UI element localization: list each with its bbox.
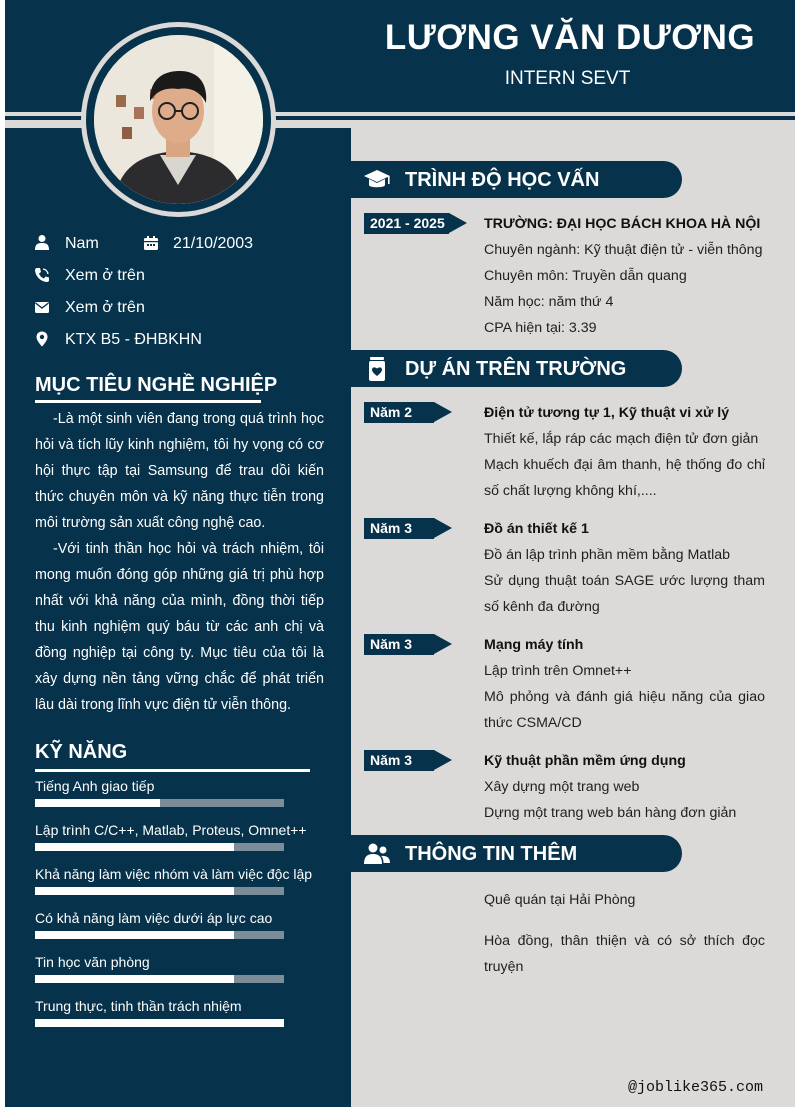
person-name: LƯƠNG VĂN DƯƠNG xyxy=(384,18,756,57)
phone-icon xyxy=(34,267,50,283)
project-line: Mô phỏng và đánh giá hiệu năng của giao thức CSMA/CD xyxy=(484,689,765,731)
email-value: Xem ở trên xyxy=(65,299,145,316)
skill-label: Khả năng làm việc nhóm và làm việc độc lập xyxy=(35,866,313,882)
profile-photo xyxy=(94,35,263,204)
project-year: Năm 3 xyxy=(370,636,413,652)
education-details xyxy=(484,211,765,341)
project-name: Mạng máy tính xyxy=(484,637,584,653)
project-item xyxy=(484,632,765,736)
skill-label: Lập trình C/C++, Matlab, Proteus, Omnet++ xyxy=(35,822,307,838)
address-value: KTX B5 - ĐHBKHN xyxy=(65,331,202,348)
calendar-icon xyxy=(143,235,159,251)
skills-title: KỸ NĂNG xyxy=(35,741,128,763)
education-period: 2021 - 2025 xyxy=(370,215,445,231)
project-line: Mạch khuếch đại âm thanh, hệ thống đo chỉ số chất lượng không khí,.... xyxy=(484,457,765,499)
project-year: Năm 3 xyxy=(370,752,413,768)
project-line: Đồ án lập trình phần mềm bằng Matlab xyxy=(484,547,731,563)
education-line: Chuyên môn: Truyền dẫn quang xyxy=(484,268,687,284)
skill-bar xyxy=(35,975,284,983)
extra-info-header xyxy=(351,835,682,872)
project-name: Kỹ thuật phần mềm ứng dụng xyxy=(484,753,686,769)
project-year: Năm 2 xyxy=(370,404,413,420)
footer-watermark: @joblike365.com xyxy=(628,1079,764,1096)
extra-line: Hòa đồng, thân thiện và có sở thích đọc truyện xyxy=(484,933,765,975)
projects-header xyxy=(351,350,682,387)
skill-label: Có khả năng làm việc dưới áp lực cao xyxy=(35,910,273,926)
users-icon xyxy=(363,840,391,868)
skill-label: Tiếng Anh giao tiếp xyxy=(35,778,155,794)
project-item xyxy=(484,400,765,504)
skill-bar xyxy=(35,887,284,895)
education-line: Chuyên ngành: Kỹ thuật điện tử - viễn thông xyxy=(484,242,763,258)
education-title: TRÌNH ĐỘ HỌC VẤN xyxy=(405,169,600,191)
skill-label: Tin học văn phòng xyxy=(35,954,150,970)
extra-info-title: THÔNG TIN THÊM xyxy=(405,843,578,865)
objective-paragraph: -Là một sinh viên đang trong quá trình học hỏi và tích lũy kinh nghiệm, tôi hy vọng có cơ hội thực tập tại Samsung để trau dồi kiến thức chuyên môn và kỹ năng thực tiễn trong môi trường sản xuất công nghệ cao. xyxy=(35,411,324,531)
project-line: Sử dụng thuật toán SAGE ước lượng tham số kênh đa đường xyxy=(484,573,765,615)
education-line: CPA hiện tại: 3.39 xyxy=(484,320,597,336)
skill-bar xyxy=(35,799,284,807)
project-name: Đồ án thiết kế 1 xyxy=(484,521,589,537)
birthdate-value: 21/10/2003 xyxy=(173,235,254,252)
project-line: Thiết kế, lắp ráp các mạch điện tử đơn giản xyxy=(484,431,759,447)
objective-underline xyxy=(35,400,261,403)
project-line: Dựng một trang web bán hàng đơn giản xyxy=(484,805,737,821)
project-name: Điện tử tương tự 1, Kỹ thuật vi xử lý xyxy=(484,405,730,421)
project-line: Xây dựng một trang web xyxy=(484,779,640,795)
school-name: TRƯỜNG: ĐẠI HỌC BÁCH KHOA HÀ NỘI xyxy=(484,216,761,232)
profile-photo-frame xyxy=(81,22,276,217)
education-header xyxy=(351,161,682,198)
skill-bar xyxy=(35,843,284,851)
skills-underline xyxy=(35,769,310,772)
mail-icon xyxy=(34,299,50,315)
objective-text xyxy=(35,406,324,718)
phone-value: Xem ở trên xyxy=(65,267,145,284)
projects-title: DỰ ÁN TRÊN TRƯỜNG xyxy=(405,358,627,380)
education-line: Năm học: năm thứ 4 xyxy=(484,294,614,310)
job-title: INTERN SEVT xyxy=(504,68,631,89)
location-icon xyxy=(34,331,50,347)
extra-line: Quê quán tại Hải Phòng xyxy=(484,892,636,908)
project-line: Lập trình trên Omnet++ xyxy=(484,663,632,679)
graduation-cap-icon xyxy=(363,166,391,194)
badge-icon xyxy=(363,355,391,383)
skill-bar xyxy=(35,1019,284,1027)
avatar-portrait-icon xyxy=(94,35,263,204)
skill-label: Trung thực, tinh thần trách nhiệm xyxy=(35,998,242,1014)
project-item xyxy=(484,748,765,826)
user-icon xyxy=(34,234,50,250)
gender-value: Nam xyxy=(65,235,99,252)
project-item xyxy=(484,516,765,620)
objective-paragraph: -Với tinh thần học hỏi và trách nhiệm, tôi mong muốn đóng góp những giá trị phù hợp nhất với khả năng của mình, đồng thời tiếp thu kinh nghiệm quý báu từ các anh chị và đồng nghiệp tại công ty. Mục tiêu của tôi là xây dựng nền tảng vững chắc để phát triển lâu dài trong lĩnh vực điện tử viễn thông. xyxy=(35,541,324,713)
objective-title: MỤC TIÊU NGHỀ NGHIỆP xyxy=(35,374,278,396)
skill-bar xyxy=(35,931,284,939)
resume-page xyxy=(5,0,795,1107)
project-year: Năm 3 xyxy=(370,520,413,536)
